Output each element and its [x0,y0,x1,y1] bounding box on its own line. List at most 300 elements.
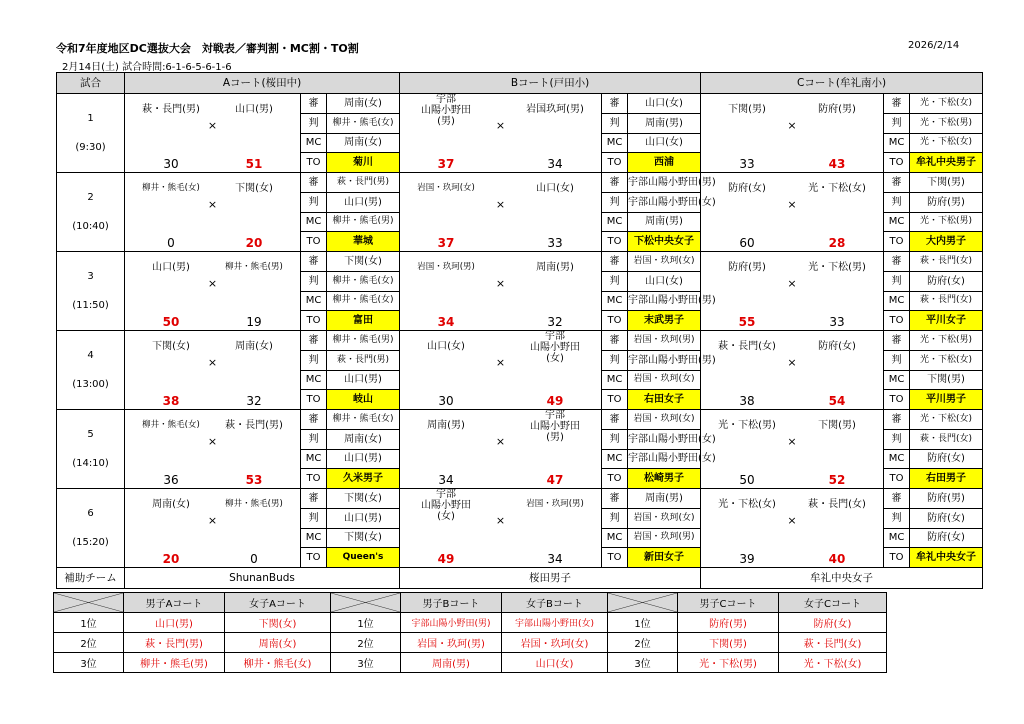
ranking-team: 周南(男) [401,653,502,673]
team-left: 柳井・熊毛(女) [142,183,200,193]
score-right: 34 [547,552,563,566]
mc-team: 柳井・熊毛(男) [327,212,400,232]
role-label: TO [301,153,327,173]
game-number: 5 [87,429,94,440]
score-right: 53 [245,473,263,487]
matchup-cell [125,252,301,331]
matchup-cell [125,489,301,568]
team-right: 山口(男) [235,104,273,115]
role-label: MC [301,528,327,548]
score-right: 28 [828,236,846,250]
score-right: 20 [245,236,263,250]
to-team: 大内男子 [910,232,983,252]
mc-team: 周南(女) [327,133,400,153]
ranking-team: 宇部山陽小野田(男) [401,613,502,633]
role-label: 判 [301,429,327,449]
score-left: 36 [163,473,179,487]
versus-mark: × [787,198,797,211]
ranking-team: 下関(男) [678,633,779,653]
mc-team: 柳井・熊毛(女) [327,291,400,311]
team-left: 下関(女) [152,341,190,352]
team-left: 岩国・玖珂(男) [417,262,475,272]
court-b-header: Bコート(戸田小) [400,73,701,94]
versus-mark: × [495,435,506,448]
role-label: 判 [884,192,910,212]
referee-team: 光・下松(女) [910,410,983,430]
to-team: Queen's [327,548,400,568]
ranking-header: 男子Aコート [124,593,225,613]
referee-team: 岩国・玖珂(女) [628,508,701,528]
team-left: 周南(男) [427,420,465,431]
matchup-cell [701,410,884,489]
role-label: TO [301,311,327,331]
ranking-header: 女子Cコート [779,593,887,613]
score-right: 33 [547,236,563,250]
to-team: 西浦 [628,153,701,173]
score-right: 19 [246,315,262,329]
referee-team: 防府(男) [910,489,983,509]
ranking-team: 光・下松(女) [779,653,887,673]
role-label: 判 [884,271,910,291]
page-title: 令和7年度地区DC選抜大会 対戦表／審判割・MC割・TO割 [56,42,359,55]
matchup-cell [701,489,884,568]
ranking-row [54,613,887,633]
role-label: TO [301,469,327,489]
mc-team: 防府(女) [910,528,983,548]
role-label: TO [602,548,628,568]
versus-mark: × [787,514,797,527]
score-right: 34 [547,157,563,171]
team-right: 下関(男) [818,420,856,431]
team-right: 防府(男) [818,104,856,115]
score-left: 38 [162,394,180,408]
team-right: 宇部 山陽小野田 (男) [530,410,581,443]
role-label: 審 [602,173,628,193]
role-label: 判 [884,113,910,133]
role-label: MC [602,291,628,311]
team-right: 防府(女) [818,341,856,352]
referee-team: 岩国・玖珂(女) [628,252,701,272]
role-label: MC [301,133,327,153]
referee-team: 柳井・熊毛(女) [327,410,400,430]
game-row [57,173,983,193]
versus-mark: × [495,356,506,369]
role-label: 審 [884,489,910,509]
ranking-header-row [54,593,887,613]
score-right: 47 [546,473,564,487]
ranking-team: 岩国・玖珂(女) [502,633,608,653]
versus-mark: × [495,198,506,211]
matchup-cell [125,331,301,410]
game-row [57,331,983,351]
team-left: 萩・長門(男) [142,104,200,115]
score-left: 55 [738,315,756,329]
game-time: (10:40) [72,221,109,232]
team-left: 柳井・熊毛(女) [142,420,200,430]
ranking-place: 3位 [54,653,124,673]
to-team: 新田女子 [628,548,701,568]
print-date: 2026/2/14 [908,40,960,51]
team-left: 岩国・玖珂(女) [417,183,475,193]
team-right: 柳井・熊毛(男) [225,262,283,272]
referee-team: 防府(男) [910,192,983,212]
versus-mark: × [787,435,797,448]
role-label: 審 [301,410,327,430]
versus-mark: × [207,514,218,527]
team-left: 山口(女) [427,341,465,352]
role-label: 審 [602,331,628,351]
game-cell [57,489,125,568]
team-right: 周南(男) [536,262,574,273]
ranking-place: 2位 [54,633,124,653]
score-left: 34 [438,473,454,487]
role-label: MC [602,133,628,153]
matchup-cell [400,489,602,568]
versus-mark: × [495,277,506,290]
role-label: MC [884,528,910,548]
role-label: 判 [301,192,327,212]
ranking-team: 宇部山陽小野田(女) [502,613,608,633]
ranking-team: 防府(女) [779,613,887,633]
ranking-place: 1位 [608,613,678,633]
role-label: TO [602,390,628,410]
team-left: 下関(男) [728,104,766,115]
mc-team: 光・下松(男) [910,212,983,232]
team-right: 岩国・玖珂(男) [526,499,584,509]
score-right: 32 [246,394,262,408]
role-label: TO [602,153,628,173]
role-label: MC [602,212,628,232]
ranking-place: 2位 [608,633,678,653]
referee-team: 宇部山陽小野田(女) [628,192,701,212]
score-right: 49 [546,394,564,408]
role-label: MC [884,133,910,153]
role-label: TO [602,232,628,252]
matchup-cell [400,173,602,252]
diagonal-cell [54,593,124,613]
to-team: 牟礼中央女子 [910,548,983,568]
game-number: 4 [87,350,94,361]
game-number: 1 [87,113,94,124]
role-label: 判 [301,350,327,370]
helper-court-c: 牟礼中央女子 [701,568,983,589]
score-right: 52 [828,473,846,487]
versus-mark: × [207,119,218,132]
role-label: TO [884,153,910,173]
score-left: 50 [739,473,755,487]
referee-team: 宇部山陽小野田(男) [628,173,701,193]
referee-team: 萩・長門(女) [910,429,983,449]
role-label: MC [884,370,910,390]
helper-label: 補助チーム [57,568,125,589]
to-team: 久米男子 [327,469,400,489]
diagonal-cell [608,593,678,613]
matchup-cell [125,410,301,489]
score-right: 32 [547,315,563,329]
role-label: TO [602,469,628,489]
helper-court-b: 桜田男子 [400,568,701,589]
mc-team: 山口(女) [628,133,701,153]
matchup-cell [701,173,884,252]
score-left: 50 [162,315,180,329]
referee-team: 下関(男) [910,173,983,193]
ranking-team: 柳井・熊毛(男) [124,653,225,673]
role-label: 審 [884,252,910,272]
to-team: 松崎男子 [628,469,701,489]
referee-team: 萩・長門(男) [327,350,400,370]
team-right: 下関(女) [235,183,273,194]
role-label: TO [884,469,910,489]
referee-team: 周南(男) [628,489,701,509]
role-label: TO [301,548,327,568]
score-left: 0 [167,236,175,250]
referee-team: 山口(男) [327,508,400,528]
role-label: 判 [884,429,910,449]
role-label: 審 [884,410,910,430]
role-label: 審 [301,94,327,114]
ranking-row [54,653,887,673]
helper-court-a: ShunanBuds [125,568,400,589]
ranking-header: 男子Cコート [678,593,779,613]
referee-team: 山口(女) [628,271,701,291]
helper-row [57,568,983,589]
role-label: 審 [301,252,327,272]
referee-team: 防府(女) [910,271,983,291]
to-team: 下松中央女子 [628,232,701,252]
role-label: 審 [301,489,327,509]
versus-mark: × [787,119,797,132]
role-label: 判 [602,113,628,133]
score-right: 43 [828,157,846,171]
role-label: MC [602,449,628,469]
ranking-place: 2位 [331,633,401,653]
score-right: 33 [829,315,845,329]
ranking-team: 防府(男) [678,613,779,633]
versus-mark: × [207,356,218,369]
team-right: 宇部 山陽小野田 (女) [530,331,581,364]
to-team: 末武男子 [628,311,701,331]
role-label: MC [602,528,628,548]
matchup-cell [125,173,301,252]
matchup-cell [400,331,602,410]
ranking-team: 山口(女) [502,653,608,673]
team-left: 防府(男) [728,262,766,273]
referee-team: 萩・長門(女) [910,252,983,272]
ranking-place: 1位 [54,613,124,633]
ranking-header: 女子Bコート [502,593,608,613]
role-label: MC [884,449,910,469]
role-label: 審 [602,410,628,430]
game-cell [57,252,125,331]
header-row [57,73,983,94]
game-cell [57,410,125,489]
referee-team: 山口(男) [327,192,400,212]
game-cell [57,94,125,173]
role-label: 判 [602,429,628,449]
game-row [57,410,983,430]
team-left: 萩・長門(女) [718,341,776,352]
to-team: 牟礼中央男子 [910,153,983,173]
mc-team: 山口(男) [327,370,400,390]
matchup-cell [125,94,301,173]
to-team: 平川女子 [910,311,983,331]
team-right: 柳井・熊毛(男) [225,499,283,509]
mc-team: 岩国・玖珂(男) [628,528,701,548]
referee-team: 下関(女) [327,252,400,272]
ranking-table [53,592,887,673]
role-label: MC [602,370,628,390]
mc-team: 下関(男) [910,370,983,390]
referee-team: 光・下松(女) [910,94,983,114]
game-number: 3 [87,271,94,282]
score-right: 54 [828,394,846,408]
role-label: 判 [602,271,628,291]
game-header: 試合 [57,73,125,94]
role-label: 判 [602,192,628,212]
matchup-cell [400,94,602,173]
score-right: 40 [828,552,846,566]
team-right: 周南(女) [235,341,273,352]
score-right: 0 [250,552,258,566]
team-left: 光・下松(男) [718,420,776,431]
role-label: MC [301,212,327,232]
team-left: 山口(男) [152,262,190,273]
score-left: 60 [739,236,755,250]
role-label: 判 [884,350,910,370]
mc-team: 宇部山陽小野田(女) [628,449,701,469]
game-row [57,252,983,272]
to-team: 岐山 [327,390,400,410]
mc-team: 周南(男) [628,212,701,232]
ranking-team: 下関(女) [225,613,331,633]
court-a-header: Aコート(桜田中) [125,73,400,94]
game-time: (11:50) [72,300,109,311]
referee-team: 柳井・熊毛(女) [327,271,400,291]
role-label: TO [884,390,910,410]
game-number: 2 [87,192,94,203]
referee-team: 萩・長門(男) [327,173,400,193]
team-right: 萩・長門(男) [225,420,283,431]
game-row [57,489,983,509]
versus-mark: × [207,277,218,290]
to-team: 菊川 [327,153,400,173]
role-label: 審 [602,489,628,509]
ranking-place: 1位 [331,613,401,633]
ranking-team: 光・下松(男) [678,653,779,673]
diagonal-cell [331,593,401,613]
court-c-header: Cコート(牟礼南小) [701,73,983,94]
role-label: 審 [884,331,910,351]
role-label: TO [884,232,910,252]
matchup-cell [400,252,602,331]
to-team: 華城 [327,232,400,252]
role-label: TO [602,311,628,331]
score-left: 33 [739,157,755,171]
role-label: MC [884,291,910,311]
role-label: 審 [602,94,628,114]
referee-team: 防府(女) [910,508,983,528]
referee-team: 宇部山陽小野田(女) [628,429,701,449]
referee-team: 柳井・熊毛(男) [327,331,400,351]
score-left: 30 [438,394,454,408]
score-left: 49 [437,552,455,566]
matchup-cell [701,331,884,410]
to-team: 平川男子 [910,390,983,410]
role-label: 審 [301,331,327,351]
to-team: 右田女子 [628,390,701,410]
versus-mark: × [787,356,797,369]
game-cell [57,173,125,252]
referee-team: 柳井・熊毛(女) [327,113,400,133]
versus-mark: × [207,198,218,211]
game-time: (13:00) [72,379,109,390]
match-table [56,72,983,589]
score-right: 51 [245,157,263,171]
score-left: 38 [739,394,755,408]
versus-mark: × [207,435,218,448]
team-right: 光・下松(男) [808,262,866,273]
ranking-team: 萩・長門(女) [779,633,887,653]
referee-team: 岩国・玖珂(女) [628,410,701,430]
referee-team: 周南(男) [628,113,701,133]
ranking-place: 3位 [331,653,401,673]
ranking-team: 山口(男) [124,613,225,633]
role-label: 審 [301,173,327,193]
role-label: TO [884,548,910,568]
mc-team: 下関(女) [327,528,400,548]
score-left: 20 [162,552,180,566]
match-subtitle: 2月14日(土) 試合時間:6-1-6-5-6-1-6 [62,62,232,73]
team-left: 宇部 山陽小野田 (女) [421,489,472,522]
role-label: MC [301,370,327,390]
team-left: 宇部 山陽小野田 (男) [421,94,472,127]
versus-mark: × [495,514,506,527]
role-label: MC [884,212,910,232]
role-label: 判 [602,350,628,370]
role-label: TO [301,232,327,252]
referee-team: 周南(女) [327,94,400,114]
role-label: 判 [301,508,327,528]
to-team: 右田男子 [910,469,983,489]
ranking-team: 岩国・玖珂(男) [401,633,502,653]
score-left: 39 [739,552,755,566]
referee-team: 周南(女) [327,429,400,449]
role-label: 判 [301,113,327,133]
game-time: (9:30) [75,142,106,153]
role-label: MC [301,449,327,469]
to-team: 富田 [327,311,400,331]
role-label: 判 [301,271,327,291]
mc-team: 山口(男) [327,449,400,469]
versus-mark: × [495,119,506,132]
role-label: TO [884,311,910,331]
matchup-cell [400,410,602,489]
role-label: 判 [884,508,910,528]
mc-team: 宇部山陽小野田(男) [628,291,701,311]
ranking-header: 男子Bコート [401,593,502,613]
role-label: TO [301,390,327,410]
game-cell [57,331,125,410]
team-right: 山口(女) [536,183,574,194]
ranking-team: 周南(女) [225,633,331,653]
mc-team: 萩・長門(女) [910,291,983,311]
mc-team: 光・下松(女) [910,133,983,153]
ranking-place: 3位 [608,653,678,673]
team-left: 防府(女) [728,183,766,194]
game-number: 6 [87,508,94,519]
referee-team: 山口(女) [628,94,701,114]
game-row [57,94,983,114]
